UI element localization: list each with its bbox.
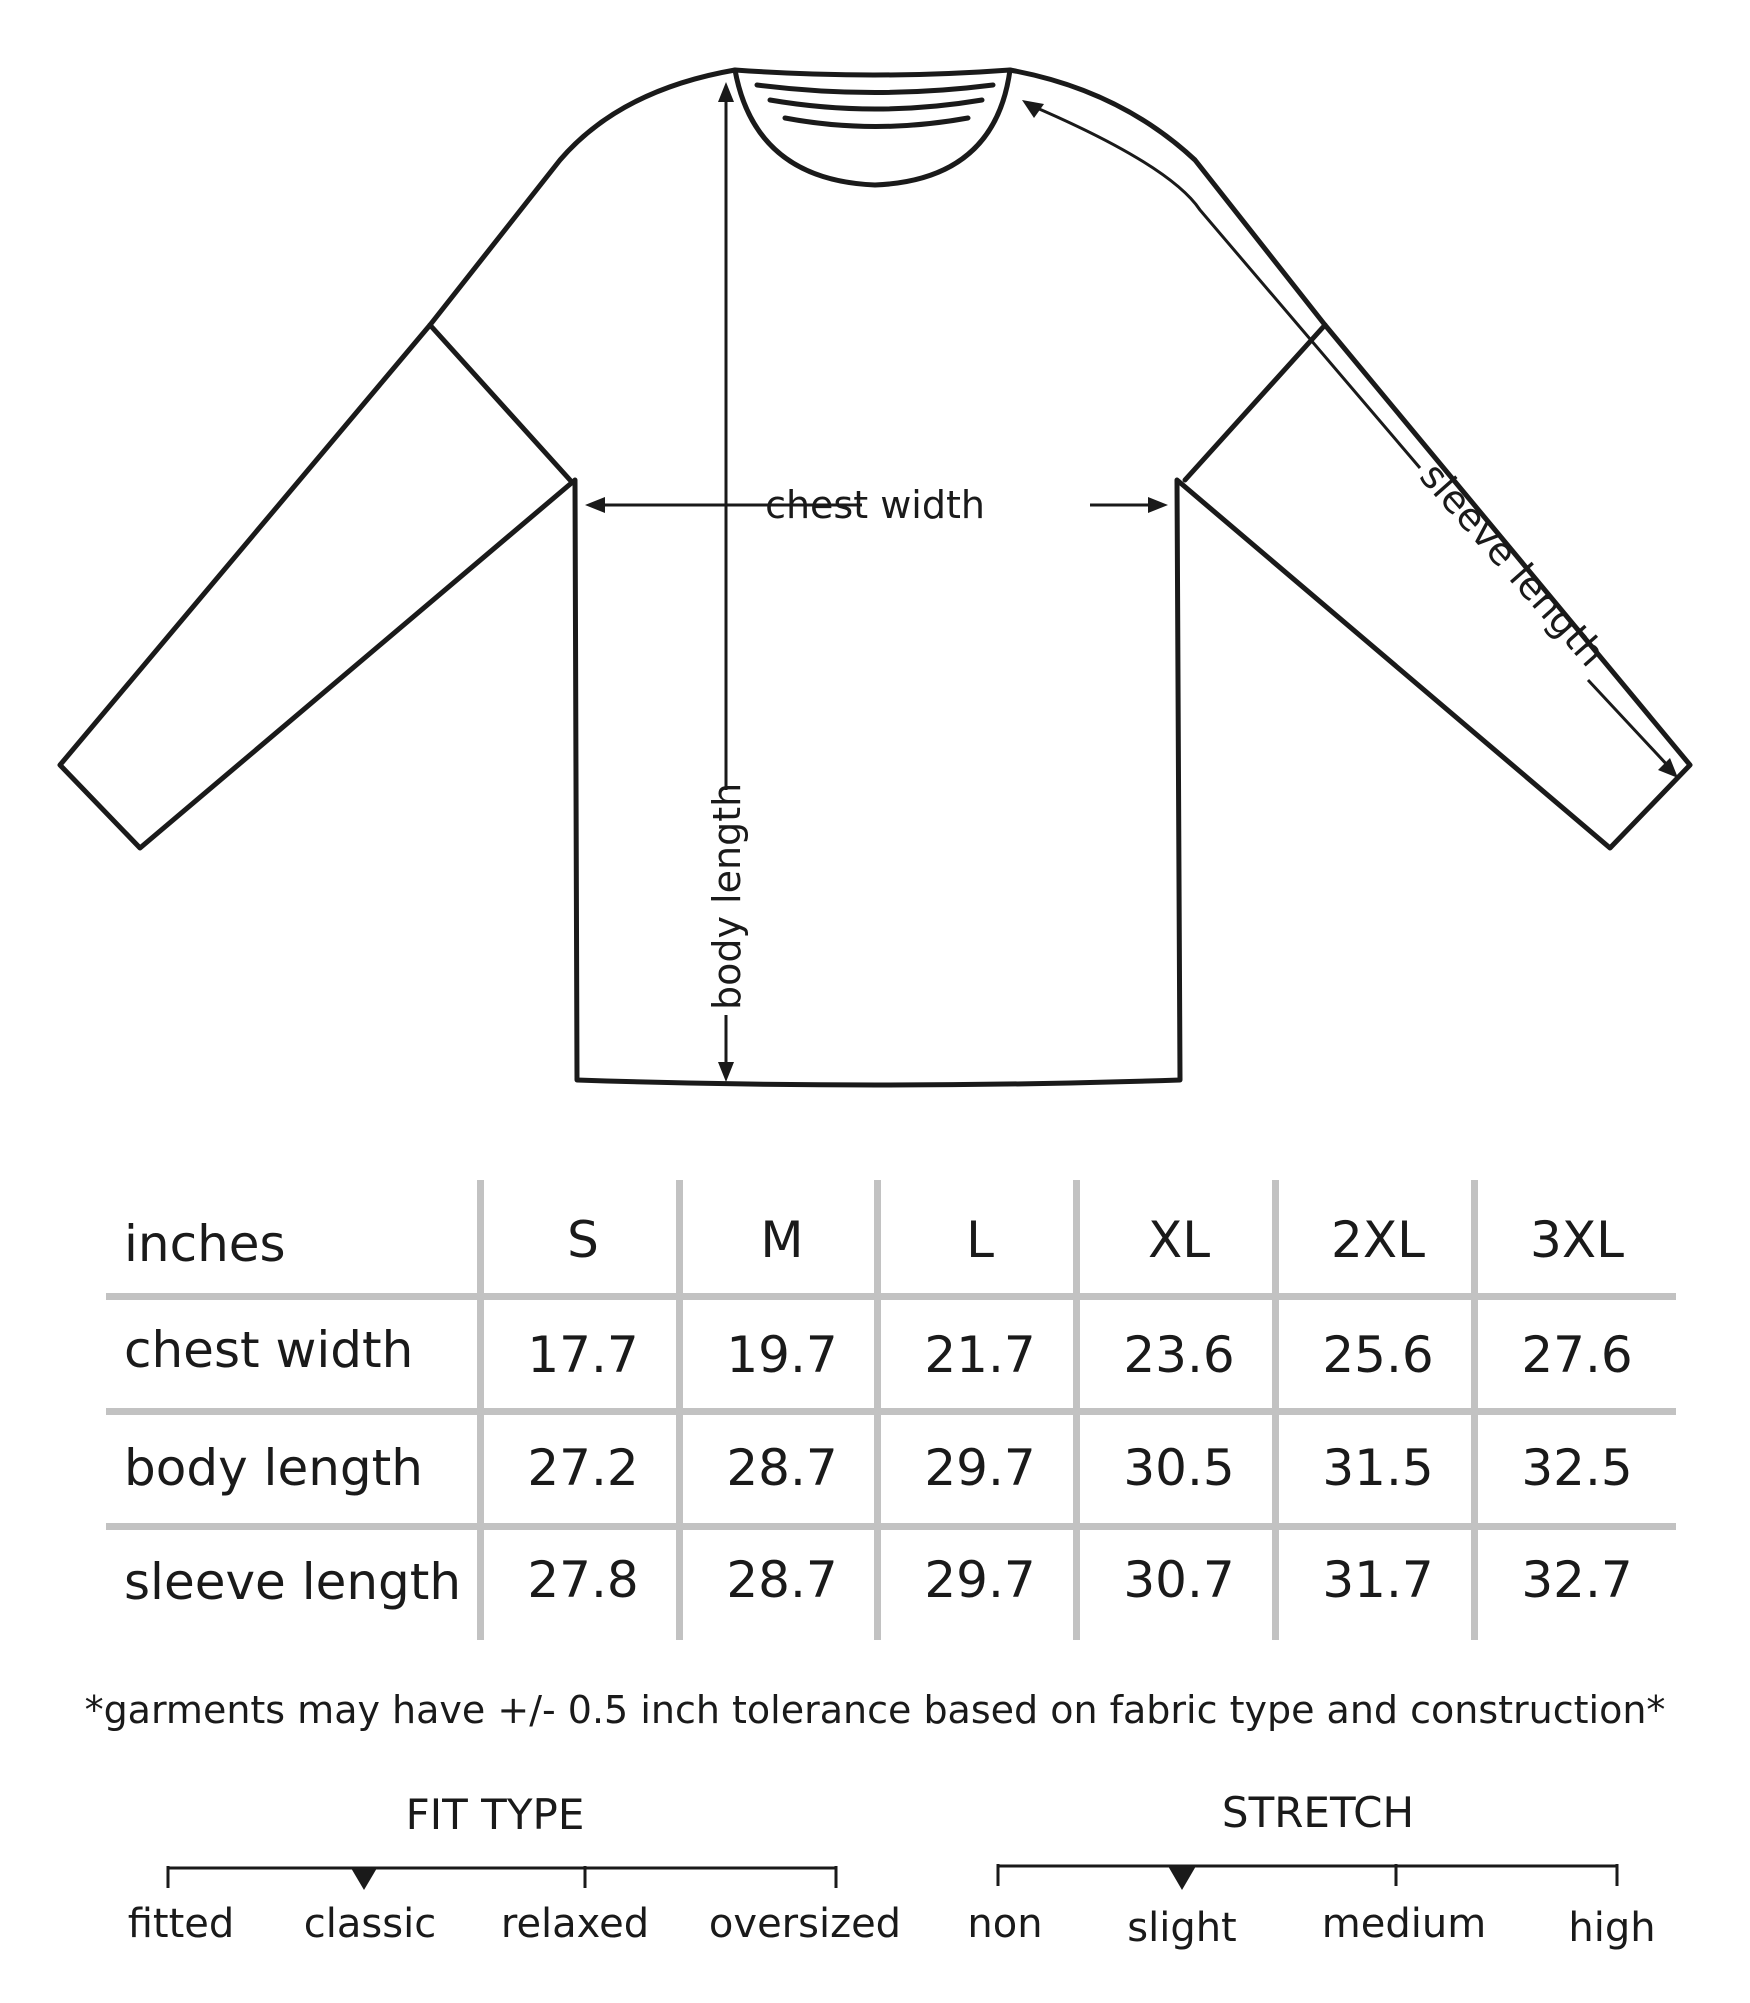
body-length-label: body length <box>705 782 749 1010</box>
row-label-body-length: body length <box>124 1439 423 1497</box>
fit-option-relaxed: relaxed <box>500 1901 650 1947</box>
size-header-l: L <box>966 1211 994 1269</box>
table-cell: 23.6 <box>1123 1326 1235 1384</box>
table-cell: 29.7 <box>924 1439 1036 1497</box>
table-cell: 32.5 <box>1521 1439 1633 1497</box>
fit-type-scale <box>168 1866 836 1890</box>
left-sleeve-seam <box>430 325 570 480</box>
shirt-outline <box>60 70 1690 1085</box>
size-header-2xl: 2XL <box>1331 1211 1425 1269</box>
table-cell: 30.5 <box>1123 1439 1235 1497</box>
stretch-marker <box>1168 1866 1196 1890</box>
size-header-s: S <box>567 1211 599 1269</box>
table-divider <box>106 1523 1676 1530</box>
size-header-3xl: 3XL <box>1530 1211 1624 1269</box>
table-cell: 21.7 <box>924 1326 1036 1384</box>
fit-type-marker <box>351 1868 377 1890</box>
sleeve-length-arrow <box>1022 100 1678 778</box>
stretch-scale <box>998 1864 1617 1890</box>
fit-option-fitted: fitted <box>127 1901 235 1947</box>
stretch-option-non: non <box>967 1901 1043 1947</box>
table-cell: 27.2 <box>527 1439 639 1497</box>
tolerance-note: *garments may have +/- 0.5 inch tolerance based on fabric type and construction* <box>84 1688 1666 1732</box>
row-label-sleeve-length: sleeve length <box>124 1553 462 1611</box>
table-cell: 31.7 <box>1322 1551 1434 1609</box>
collar-top <box>735 70 1010 75</box>
size-header-m: M <box>760 1211 804 1269</box>
table-cell: 27.6 <box>1521 1326 1633 1384</box>
size-chart-table <box>106 1180 1676 1640</box>
fit-option-oversized: oversized <box>708 1901 902 1947</box>
stretch-option-slight: slight <box>1127 1905 1237 1951</box>
collar-rib-3 <box>785 118 968 127</box>
table-cell: 19.7 <box>726 1326 838 1384</box>
table-cell: 27.8 <box>527 1551 639 1609</box>
unit-header: inches <box>124 1215 286 1273</box>
sleeve-length-label: sleeve length <box>1411 453 1615 675</box>
collar-rib-1 <box>757 85 993 93</box>
stretch-option-medium: medium <box>1321 1901 1487 1947</box>
table-cell: 28.7 <box>726 1439 838 1497</box>
table-cell: 29.7 <box>924 1551 1036 1609</box>
stretch-title: STRETCH <box>1221 1788 1415 1837</box>
table-cell: 31.5 <box>1322 1439 1434 1497</box>
right-sleeve-seam <box>1185 325 1325 480</box>
chest-width-label: chest width <box>765 483 985 527</box>
size-header-xl: XL <box>1147 1211 1211 1269</box>
collar-rib-2 <box>770 100 982 109</box>
table-cell: 32.7 <box>1521 1551 1633 1609</box>
table-cell: 28.7 <box>726 1551 838 1609</box>
table-cell: 17.7 <box>527 1326 639 1384</box>
row-label-chest-width: chest width <box>124 1321 414 1379</box>
table-cell: 30.7 <box>1123 1551 1235 1609</box>
stretch-option-high: high <box>1568 1905 1656 1951</box>
fit-type-title: FIT TYPE <box>405 1790 585 1839</box>
table-divider <box>106 1408 1676 1415</box>
table-cell: 25.6 <box>1322 1326 1434 1384</box>
fit-option-classic: classic <box>303 1901 437 1947</box>
table-divider <box>106 1293 1676 1300</box>
